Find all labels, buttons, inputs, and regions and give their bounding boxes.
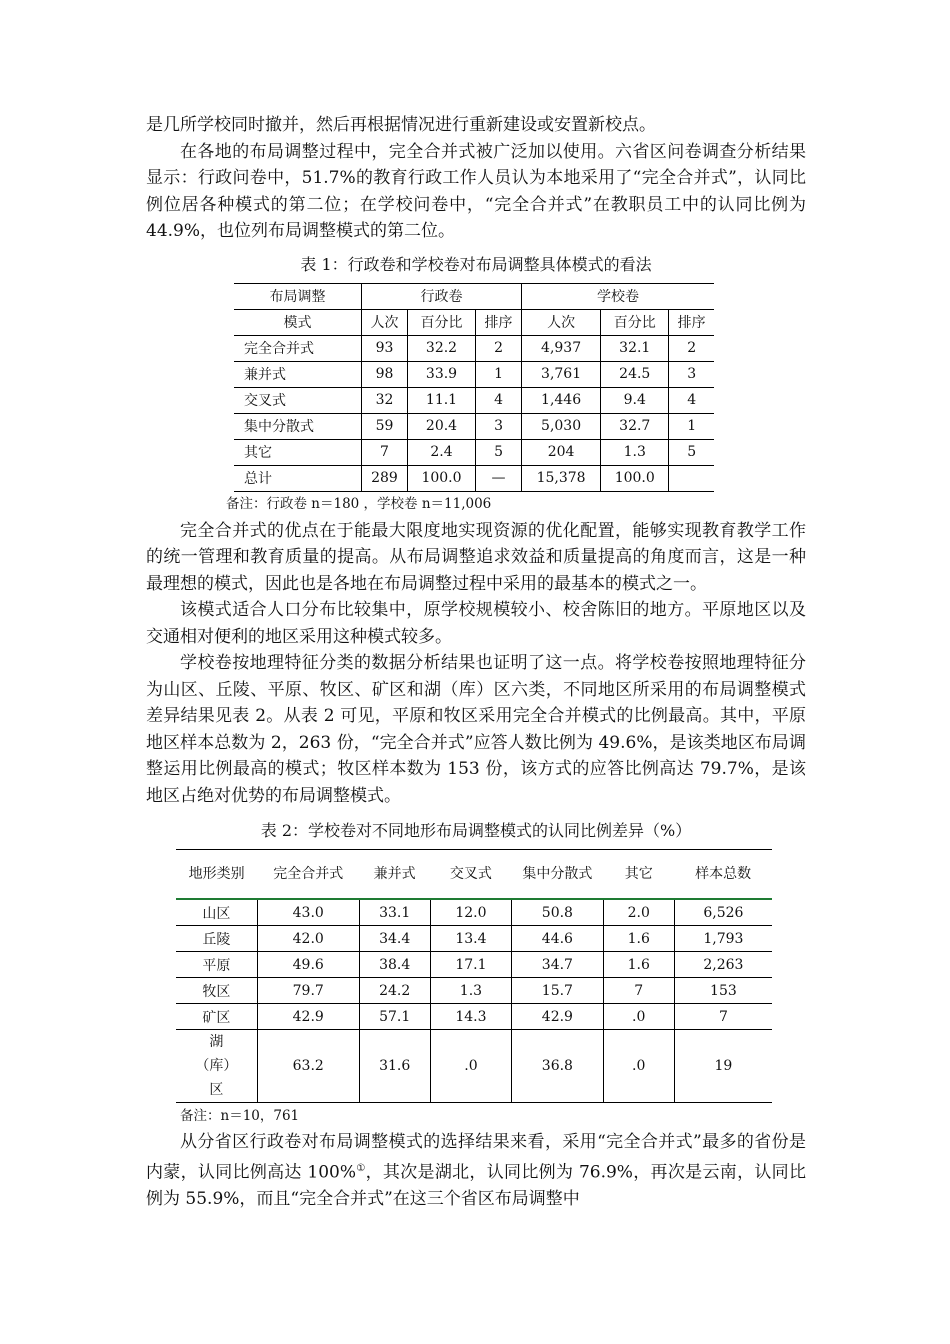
table-cell: 43.0 [257, 899, 359, 926]
table-header: 集中分散式 [512, 850, 604, 900]
table-body [234, 335, 714, 491]
table-header: 交叉式 [430, 850, 511, 900]
table-row [234, 335, 714, 361]
table-cell: 20.4 [407, 413, 475, 439]
table-cell: 总计 [234, 465, 362, 491]
table-cell: 2 [476, 335, 522, 361]
table-note: 备注：n＝10，761 [180, 1108, 300, 1124]
table-cell: 1.6 [603, 952, 674, 978]
table-cell: 3,761 [522, 361, 601, 387]
table-cell: 2 [669, 335, 714, 361]
table-row [176, 1030, 772, 1103]
table-cell: 32.2 [407, 335, 475, 361]
table-header: 布局调整 [234, 283, 362, 309]
table-body [176, 899, 772, 1103]
table-row [234, 465, 714, 491]
table-row [176, 978, 772, 1004]
table-header: 排序 [669, 309, 714, 335]
table-cell: 44.6 [512, 926, 604, 952]
table-cell: 289 [362, 465, 408, 491]
paragraph: 是几所学校同时撤并，然后再根据情况进行重新建设或安置新校点。 [146, 115, 656, 135]
table-cell: 7 [674, 1004, 772, 1030]
table-cell: 17.1 [430, 952, 511, 978]
table-cell: 98 [362, 361, 408, 387]
table-cell: 57.1 [359, 1004, 430, 1030]
table-cell: 5 [669, 439, 714, 465]
table-cell: 完全合并式 [234, 335, 362, 361]
table-header: 兼并式 [359, 850, 430, 900]
table-header: 行政卷 [362, 283, 522, 309]
table-cell: 93 [362, 335, 408, 361]
table-header: 人次 [522, 309, 601, 335]
table-cell: 1.6 [603, 926, 674, 952]
table-row [176, 1004, 772, 1030]
table-cell: 24.2 [359, 978, 430, 1004]
table-row [234, 387, 714, 413]
table-cell: 15.7 [512, 978, 604, 1004]
table-cell: 6,526 [674, 899, 772, 926]
table-cell [669, 465, 714, 491]
table-row [234, 361, 714, 387]
table-note: 备注：行政卷 n＝180 ，学校卷 n＝11,006 [226, 495, 492, 512]
table-cell: 49.6 [257, 952, 359, 978]
table-header: 样本总数 [674, 850, 772, 900]
table-header: 地形类别 [176, 850, 257, 900]
table-caption: 表 1：行政卷和学校卷对布局调整具体模式的看法 [300, 254, 652, 274]
table-cell: .0 [603, 1004, 674, 1030]
table-cell: 42.9 [512, 1004, 604, 1030]
table-cell: 42.0 [257, 926, 359, 952]
table-row [176, 926, 772, 952]
paragraph: 在各地的布局调整过程中，完全合并式被广泛加以使用。六省区问卷调查分析结果显示：行政问卷中，51.7%的教育行政工作人员认为本地采用了“完全合并式”，认同比例位居各种模式的第二位；在学校问卷中，“完全合并式”在教职员工中的认同比例为44.9%，也位列布局调整模式的第二位。 [146, 141, 806, 241]
table-cell: 204 [522, 439, 601, 465]
table-cell: 其它 [234, 439, 362, 465]
paragraph: 该模式适合人口分布比较集中，原学校规模较小、校舍陈旧的地方。平原地区以及交通相对便利的地区采用这种模式较多。 [146, 600, 806, 647]
table-cell: 4 [476, 387, 522, 413]
table-header: 百分比 [601, 309, 669, 335]
table-cell: 矿区 [176, 1004, 257, 1030]
table-cell: 79.7 [257, 978, 359, 1004]
table-cell: 38.4 [359, 952, 430, 978]
table-cell: 19 [674, 1030, 772, 1103]
table-cell: 交叉式 [234, 387, 362, 413]
table-cell: 153 [674, 978, 772, 1004]
table-2 [176, 849, 772, 1103]
document-page [146, 112, 806, 1212]
table-cell: 4 [669, 387, 714, 413]
table-cell: 31.6 [359, 1030, 430, 1103]
table-header: 排序 [476, 309, 522, 335]
table-cell: 1.3 [430, 978, 511, 1004]
table-cell: 36.8 [512, 1030, 604, 1103]
table-caption: 表 2：学校卷对不同地形布局调整模式的认同比例差异（%） [260, 821, 692, 840]
table-cell: 7 [362, 439, 408, 465]
table-cell: 牧区 [176, 978, 257, 1004]
footnote-marker: ① [356, 1162, 366, 1174]
table-cell: 1 [669, 413, 714, 439]
table-cell: 2.4 [407, 439, 475, 465]
table-cell: .0 [603, 1030, 674, 1103]
paragraph: 完全合并式的优点在于能最大限度地实现资源的优化配置，能够实现教育教学工作的统一管理和教育质量的提高。从布局调整追求效益和质量提高的角度而言，这是一种最理想的模式，因此也是各地在布局调整过程中采用的最基本的模式之一。 [146, 520, 806, 594]
table-header: 人次 [362, 309, 408, 335]
table-cell: 11.1 [407, 387, 475, 413]
table-cell: 42.9 [257, 1004, 359, 1030]
table-cell: 3 [476, 413, 522, 439]
table-cell: — [476, 465, 522, 491]
table-cell: 1,793 [674, 926, 772, 952]
table-header: 学校卷 [522, 283, 715, 309]
paragraph: 学校卷按地理特征分类的数据分析结果也证明了这一点。将学校卷按照地理特征分为山区、丘陵、平原、牧区、矿区和湖（库）区六类，不同地区所采用的布局调整模式差异结果见表 2。从表 2 可见，平原和牧区采用完全合并模式的比例最高。其中，平原地区样本总数为 2，263 份，“完全合并式”应答人数比例为 49.6%，是该类地区布局调整运用比例最高的模式；牧区样本数为 153 份，该方式的应答比例高达 79.7%，是该地区占绝对优势的布局调整模式。 [146, 653, 806, 806]
table-cell: 1,446 [522, 387, 601, 413]
table-cell: 100.0 [601, 465, 669, 491]
table-cell: 9.4 [601, 387, 669, 413]
table-cell: 2,263 [674, 952, 772, 978]
table-cell: 1.3 [601, 439, 669, 465]
table-cell: 15,378 [522, 465, 601, 491]
table-cell: 13.4 [430, 926, 511, 952]
table-cell: 24.5 [601, 361, 669, 387]
table-cell: 12.0 [430, 899, 511, 926]
table-cell: .0 [430, 1030, 511, 1103]
table-header: 其它 [603, 850, 674, 900]
table-cell: 山区 [176, 899, 257, 926]
table-cell: 湖（库）区 [176, 1030, 257, 1103]
table-header: 完全合并式 [257, 850, 359, 900]
table-row [234, 439, 714, 465]
table-cell: 平原 [176, 952, 257, 978]
table-cell: 2.0 [603, 899, 674, 926]
table-row [176, 899, 772, 926]
table-1 [234, 283, 714, 492]
table-cell: 3 [669, 361, 714, 387]
table-cell: 59 [362, 413, 408, 439]
table-cell: 33.9 [407, 361, 475, 387]
table-cell: 34.4 [359, 926, 430, 952]
table-cell: 50.8 [512, 899, 604, 926]
table-cell: 14.3 [430, 1004, 511, 1030]
table-header: 百分比 [407, 309, 475, 335]
table-cell: 5 [476, 439, 522, 465]
table-cell: 丘陵 [176, 926, 257, 952]
table-cell: 32.1 [601, 335, 669, 361]
table-cell: 5,030 [522, 413, 601, 439]
table-cell: 4,937 [522, 335, 601, 361]
table-cell: 1 [476, 361, 522, 387]
paragraph: 从分省区行政卷对布局调整模式的选择结果来看，采用“完全合并式”最多的省份是内蒙，认同比例高达 100%①，其次是湖北，认同比例为 76.9%，再次是云南，认同比例为 55.9%，而且“完全合并式”在这三个省区布局调整中 [146, 1132, 806, 1209]
table-row [234, 413, 714, 439]
table-cell: 兼并式 [234, 361, 362, 387]
table-cell: 100.0 [407, 465, 475, 491]
table-cell: 集中分散式 [234, 413, 362, 439]
table-cell: 34.7 [512, 952, 604, 978]
table-cell: 32.7 [601, 413, 669, 439]
table-cell: 33.1 [359, 899, 430, 926]
table-cell: 63.2 [257, 1030, 359, 1103]
table-cell: 7 [603, 978, 674, 1004]
table-cell: 32 [362, 387, 408, 413]
table-row [176, 952, 772, 978]
table-header: 模式 [234, 309, 362, 335]
